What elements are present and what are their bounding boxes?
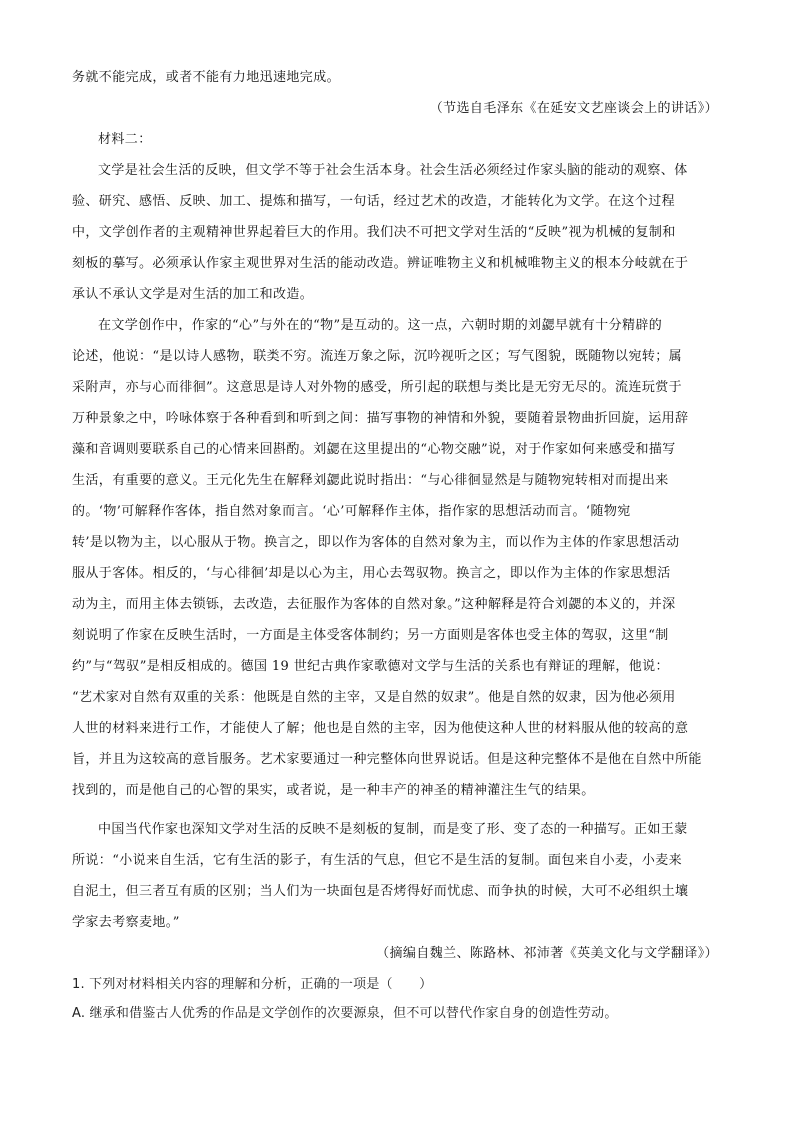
text-line: 承认不承认文学是对生活的加工和改造。 bbox=[72, 287, 314, 302]
text-line: 在文学创作中，作家的“心”与外在的“物”是互动的。这一点，六朝时期的刘勰早就有十分精辟的 bbox=[98, 318, 663, 333]
text-line: 所说：“小说来自生活，它有生活的影子，有生活的气息，但它不是生活的复制。面包来自小麦，小麦来 bbox=[72, 853, 683, 868]
source-citation: （节选自毛泽东《在延安文艺座谈会上的讲话》） bbox=[429, 101, 718, 116]
text-line: 采附声，亦与心而徘徊”。这意思是诗人对外物的感受，所引起的联想与类比是无穷无尽的。流连玩赏于 bbox=[72, 380, 683, 395]
text-line: 学家去考察麦地。” bbox=[72, 915, 180, 930]
text-line: 生活，有重要的意义。王元化先生在解释刘勰此说时指出：“与心徘徊显然是与随物宛转相对而提出来 bbox=[72, 473, 669, 488]
text-line: “艺术家对自然有双重的关系：他既是自然的主宰，又是自然的奴隶”。他是自然的奴隶，因为他必须用 bbox=[72, 690, 676, 705]
text-line: 论述，他说：“是以诗人感物，联类不穷。流连万象之际，沉吟视听之区；写气图貌，既随物以宛转；属 bbox=[72, 349, 683, 364]
text-line: 人世的材料来进行工作，才能使人了解；他也是自然的主宰，因为他使这种人世的材料服从他的较高的意 bbox=[72, 721, 689, 736]
text-line: 文学是社会生活的反映，但文学不等于社会生活本身。社会生活必须经过作家头脑的能动的观察、体 bbox=[98, 163, 688, 178]
text-line: 旨，并且为这较高的意旨服务。艺术家要通过一种完整体向世界说话。但是这种完整体不是他在自然中所能 bbox=[72, 752, 702, 767]
text-line: 约”与“驾驭”是相反相成的。德国 19 世纪古典作家歌德对文学与生活的关系也有辩证的理解，他说： bbox=[72, 659, 669, 674]
text-line: 藻和音调则要联系自己的心情来回斟酌。刘勰在这里提出的“心物交融”说，对于作家如何来感受和描写 bbox=[72, 442, 676, 457]
text-line: 服从于客体。相反的，‘与心徘徊’却是以心为主，用心去驾驭物。换言之，即以作为主体的作家思想活 bbox=[72, 566, 671, 581]
answer-option-a: A. 继承和借鉴古人优秀的作品是文学创作的次要源泉，但不可以替代作家自身的创造性劳动。 bbox=[72, 1006, 618, 1021]
text-line: 自泥土，但三者互有质的区别；当人们为一块面包是否烤得好而忧虑、而争执的时候，大可不必组织土壤 bbox=[72, 884, 689, 899]
text-line: 刻板的摹写。必须承认作家主观世界对生活的能动改造。辨证唯物主义和机械唯物主义的根本分岐就在于 bbox=[72, 256, 689, 271]
section-heading: 材料二： bbox=[98, 132, 152, 147]
source-citation: （摘编自魏兰、陈路林、祁沛著《英美文化与文学翻译》） bbox=[376, 946, 718, 961]
text-line: 验、研究、感悟、反映、加工、提炼和描写，一句话，经过艺术的改造，才能转化为文学。在这个过程 bbox=[72, 194, 676, 209]
text-line: 中，文学创作者的主观精神世界起着巨大的作用。我们决不可把文学对生活的“反映”视为机械的复制和 bbox=[72, 225, 676, 240]
text-line: 中国当代作家也深知文学对生活的反映不是刻板的复制，而是变了形、变了态的一种描写。正如王蒙 bbox=[98, 822, 688, 837]
text-line: 的。‘物’可解释作客体，指自然对象而言。‘心’可解释作主体，指作家的思想活动而言。‘随物宛 bbox=[72, 504, 631, 519]
question-stem: 1. 下列对材料相关内容的理解和分析，正确的一项是（ ） bbox=[72, 977, 433, 992]
text-line: 转’是以物为主，以心服从于物。换言之，即以作为客体的自然对象为主，而以作为主体的作家思想活动 bbox=[72, 535, 680, 550]
text-line: 动为主，而用主体去锁铄，去改造，去征服作为客体的自然对象。”这种解释是符合刘勰的本义的，并深 bbox=[72, 597, 676, 612]
text-line: 刻说明了作家在反映生活时，一方面是主体受客体制约；另一方面则是客体也受主体的驾驭，这里“制 bbox=[72, 628, 669, 643]
text-line: 务就不能完成，或者不能有力地迅速地完成。 bbox=[72, 70, 341, 85]
text-line: 万种景象之中，吟咏体察于各种看到和听到之间：描写事物的神情和外貌，要随着景物曲折回旋，运用辞 bbox=[72, 411, 689, 426]
text-line: 找到的，而是他自己的心智的果实，或者说，是一种丰产的神圣的精神灌注生气的结果。 bbox=[72, 783, 595, 798]
